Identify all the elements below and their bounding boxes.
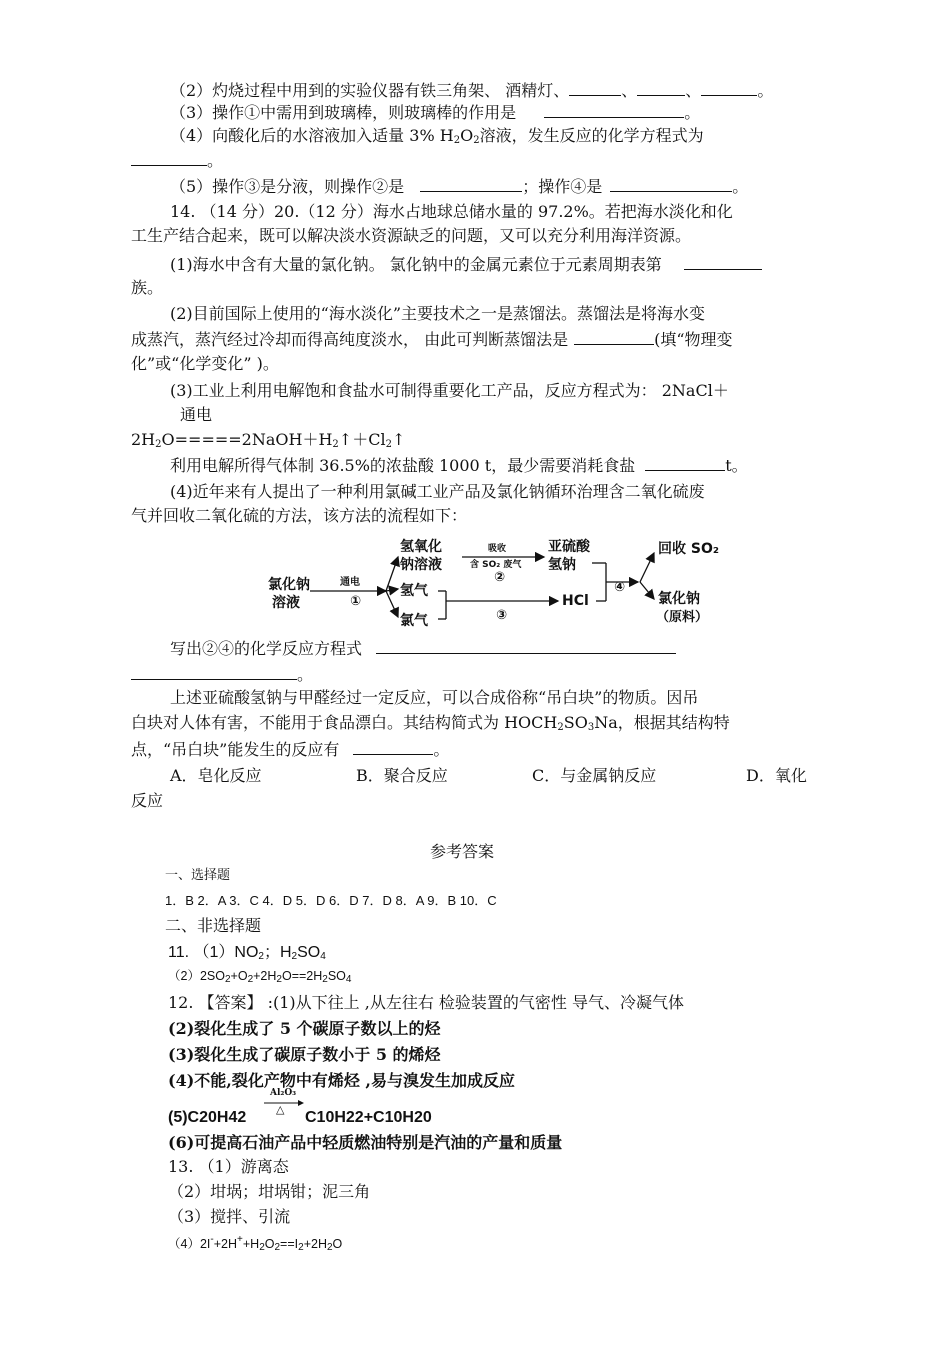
q14-part3-question-text: 利用电解所得气体制 36.5%的浓盐酸 1000 t，最少需要消耗食盐 [170, 456, 636, 475]
answer-13-3: （3）搅拌、引流 [168, 1207, 291, 1226]
flow-recover-so2: 回收 SO₂ [658, 541, 719, 557]
answer-12-5-reactant: (5)C20H42 [168, 1109, 247, 1126]
q14-heading-line2: 工生产结合起来，既可以解决淡水资源缺乏的问题，又可以充分利用海洋资源。 [131, 226, 692, 245]
answer-12-3: (3)裂化生成了碳原子数小于 5 的烯烃 [168, 1045, 441, 1064]
heat-icon: △ [276, 1103, 285, 1116]
flow-step-4: ④ [614, 580, 626, 595]
flow-step-1: ① [350, 594, 362, 609]
subscript: 2 [259, 1242, 265, 1253]
answer-blank[interactable] [131, 664, 297, 680]
q14-part2-text-b: 成蒸汽，蒸汽经过冷却而得高纯度淡水， 由此可判断蒸馏法是 [131, 330, 569, 349]
formula-part: O [264, 1237, 275, 1251]
formula-part: O==2H [281, 969, 323, 983]
q14-part1-text: (1)海水中含有大量的氯化钠。 氯化钠中的金属元素位于元素周期表第 [170, 255, 662, 274]
flow-arrow [386, 591, 398, 617]
process-flow-diagram [262, 533, 732, 633]
subscript: 2 [473, 135, 480, 146]
answer-blank[interactable] [131, 150, 207, 166]
flow-so2-gas-label: 含 SO₂ 废气 [470, 560, 522, 570]
q13-part4-text-b: 溶液，发生反应的化学方程式为 [479, 126, 704, 145]
flow-naoh-2: 钠溶液 [400, 557, 442, 573]
subscript: 2 [291, 951, 298, 962]
answer-12-5-product: C10H22+C10H20 [305, 1109, 432, 1126]
q14-part2-line2 [131, 329, 733, 350]
formula-part: SO [297, 944, 321, 961]
answer-12-1: 12. 【答案】 :(1)从下往上 ,从左往右 检验装置的气密性 导气、冷凝气体 [168, 993, 685, 1012]
answer-12-4: (4)不能,裂化产物中有烯烃 ,易与溴发生加成反应 [168, 1071, 515, 1090]
subscript: 2 [274, 1242, 281, 1253]
flow-absorb-label: 吸收 [488, 544, 507, 554]
answer-12-6: (6)可提高石油产品中轻质燃油特别是汽油的产量和质量 [168, 1133, 563, 1152]
q13-part3-text: （3）操作①中需用到玻璃棒，则玻璃棒的作用是 [170, 103, 517, 122]
flow-nacl-solution-2: 溶液 [272, 595, 300, 611]
formula-part: +2H [253, 969, 277, 983]
flow-raw-material: （原料） [656, 610, 709, 625]
subscript: 2 [557, 722, 564, 733]
superscript: - [210, 1234, 214, 1245]
formula-part: ↑ [391, 430, 406, 449]
q14-part2-text: (2)目前国际上使用的“海水淡化”主要技术之一是蒸馏法。蒸馏法是将海水变 [170, 304, 706, 323]
flow-hcl: HCl [562, 593, 589, 609]
flow-step-2: ② [494, 570, 506, 585]
formula-part: +H [242, 1237, 260, 1251]
formula-part: O [460, 126, 474, 145]
subscript: 3 [587, 722, 595, 733]
q13-part3 [170, 102, 700, 123]
formula-part: Na，根据其结构特 [594, 713, 730, 732]
q13-part2-text: （2）灼烧过程中用到的实验仪器有铁三角架、 酒精灯、 [170, 81, 570, 100]
subscript: 2 [276, 974, 282, 985]
answer-blank[interactable] [684, 254, 762, 270]
q14-part5-line2 [131, 713, 730, 738]
flow-nahso3-2: 氢钠 [548, 557, 576, 573]
q14-part3-question [170, 455, 748, 476]
formula-part: （4）2I [168, 1237, 211, 1251]
q13-part4 [170, 126, 704, 151]
flow-arrow [386, 589, 398, 591]
reaction-arrow [264, 1099, 306, 1107]
subscript: 2 [258, 951, 264, 962]
period: 。 [297, 665, 314, 684]
subscript: 2 [224, 974, 231, 985]
answer-11-2 [168, 968, 351, 988]
q13-part5-text: （5）操作③是分液，则操作②是 [170, 177, 405, 196]
period: 。 [684, 103, 701, 122]
formula-part: ==I [280, 1237, 299, 1251]
option-d-continued: 反应 [131, 791, 164, 810]
subscript: 2 [385, 439, 392, 450]
q13-part4-text: （4）向酸化后的水溶液加入适量 3% H [170, 126, 454, 145]
answers-section-nonchoice: 二、非选择题 [165, 916, 262, 935]
answer-blank[interactable] [353, 739, 433, 755]
answers-section-choice: 一、选择题 [165, 868, 231, 883]
subscript: 2 [322, 974, 328, 985]
subscript: 2 [155, 439, 162, 450]
formula-part: 11. （1）NO [168, 944, 259, 961]
answer-blank[interactable] [376, 638, 676, 654]
q14-part5-line3 [131, 739, 449, 760]
formula-part: 2H [131, 430, 156, 449]
q13-part4-answer [131, 150, 223, 171]
q14-part4-text-b: 气并回收二氧化硫的方法，该方法的流程如下： [131, 506, 468, 525]
q14-part5-text: 上述亚硫酸氢钠与甲醛经过一定反应，可以合成俗称“吊白块”的物质。因吊 [170, 688, 699, 707]
subscript: 4 [320, 951, 326, 962]
q14-part4-question-text: 写出②④的化学反应方程式 [170, 639, 363, 658]
answer-blank[interactable] [645, 455, 725, 471]
answer-blank[interactable] [610, 176, 732, 192]
formula-part: +O [230, 969, 248, 983]
answer-blank[interactable] [701, 80, 757, 96]
q14-part1 [170, 254, 762, 275]
q14-part2-text-c: (填“物理变 [654, 330, 733, 349]
answer-blank[interactable] [569, 80, 621, 96]
q13-part5 [170, 176, 748, 197]
q14-heading: 14. （14 分）20.（12 分）海水占地球总储水量的 97.2%。若把海水淡化和化 [170, 202, 733, 221]
flow-naoh: 氢氧化 [400, 539, 442, 555]
flow-electrolysis-label: 通电 [340, 577, 360, 588]
option-b[interactable]: B．聚合反应 [356, 766, 448, 785]
period: 。 [207, 151, 224, 170]
flow-h2: 氢气 [400, 583, 428, 599]
period: 。 [732, 177, 749, 196]
flow-arrow [386, 557, 398, 591]
unit: t。 [725, 456, 748, 475]
flow-arrow [640, 553, 654, 582]
formula-part: SO [327, 969, 346, 983]
formula-part: SO [563, 713, 588, 732]
formula-part: +2H [303, 1237, 327, 1251]
q13-part5-mid: ；操作④是 [522, 177, 603, 196]
formula-part: 白块对人体有害，不能用于食品漂白。其结构简式为 HOCH [131, 713, 558, 732]
flow-nahso3: 亚硫酸 [548, 539, 590, 555]
q13-part2 [170, 80, 773, 101]
answer-blank[interactable] [544, 102, 684, 118]
subscript: 2 [247, 974, 254, 985]
q14-part4-text: (4)近年来有人提出了一种利用氯碱工业产品及氯化钠循环治理含二氧化硫废 [170, 482, 705, 501]
flow-nacl-product: 氯化钠 [658, 591, 700, 607]
subscript: 2 [298, 1242, 304, 1253]
q14-part1-end: 族。 [131, 278, 164, 297]
answer-12-2: (2)裂化生成了 5 个碳原子数以上的烃 [168, 1019, 441, 1038]
superscript: + [237, 1234, 243, 1245]
formula-part: +2H [213, 1237, 238, 1251]
answer-blank[interactable] [420, 176, 522, 192]
formula-part: ；H [263, 944, 292, 961]
answer-blank[interactable] [574, 329, 654, 345]
separator: 、 [685, 81, 702, 100]
formula-part: O [332, 1237, 343, 1251]
answer-blank[interactable] [637, 80, 685, 96]
reaction-condition: 通电 [180, 405, 213, 424]
answers-title: 参考答案 [430, 842, 495, 861]
formula-part: （2）2SO [168, 969, 225, 983]
subscript: 4 [345, 974, 352, 985]
q14-part3-equation [131, 430, 405, 455]
answer-13-2: （2）坩埚；坩埚钳；泥三角 [168, 1182, 371, 1201]
separator: 、 [621, 81, 638, 100]
formula-part: O=====2NaOH＋H [161, 430, 333, 449]
q14-part4-answer-line [131, 664, 313, 685]
subscript: 2 [332, 439, 339, 450]
flow-nacl-solution: 氯化钠 [268, 577, 310, 593]
option-a[interactable]: A．皂化反应 [170, 766, 262, 785]
period: 。 [757, 81, 774, 100]
answers-choice-list: 1．B 2．A 3．C 4．D 5．D 6．D 7．D 8．A 9．B 10．C [165, 893, 497, 908]
flow-step-3: ③ [496, 608, 508, 623]
answer-13-4 [168, 1232, 342, 1256]
subscript: 2 [326, 1242, 333, 1253]
option-c[interactable]: C．与金属钠反应 [532, 766, 657, 785]
flow-arrow [640, 582, 654, 599]
catalyst-label: Al₂O₃ [270, 1088, 297, 1098]
q14-part4-question [170, 638, 676, 659]
q14-part3-text: (3)工业上利用电解饱和食盐水可制得重要化工产品，反应方程式为： 2NaCl＋ [170, 381, 729, 400]
q14-part5-question: 点，“吊白块”能发生的反应有 [131, 740, 340, 759]
subscript: 2 [453, 135, 461, 146]
formula-part: ↑＋Cl [338, 430, 386, 449]
answer-11-1 [168, 943, 326, 967]
period: 。 [433, 740, 450, 759]
answer-13-1: 13. （1）游离态 [168, 1157, 289, 1176]
q14-part2-line3: 化”或“化学变化” )。 [131, 354, 279, 373]
option-d[interactable]: D．氧化 [746, 766, 807, 785]
flow-cl2: 氯气 [400, 613, 428, 629]
